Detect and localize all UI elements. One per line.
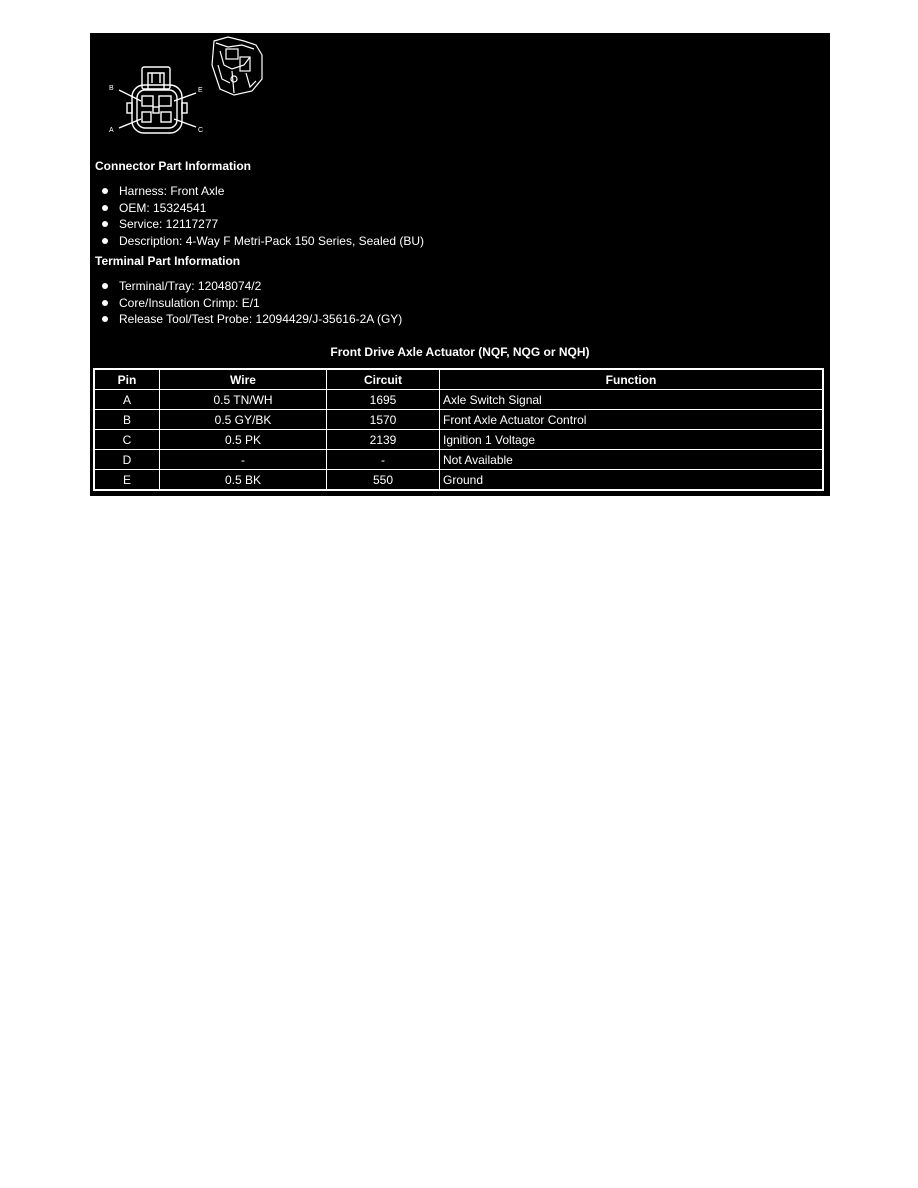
bullet-icon [102, 205, 108, 211]
column-header-pin: Pin [94, 369, 160, 390]
list-item: Terminal/Tray: 12048074/2 [90, 278, 402, 295]
function-cell: Front Axle Actuator Control [440, 410, 824, 430]
pin-cell: C [94, 430, 160, 450]
pin-cell: E [94, 470, 160, 491]
connector-diagram [106, 35, 266, 143]
terminal-part-info-heading: Terminal Part Information [95, 254, 241, 268]
table-row [94, 450, 823, 470]
bullet-icon [102, 188, 108, 194]
list-item: Core/Insulation Crimp: E/1 [90, 295, 402, 312]
table-row [94, 410, 823, 430]
list-item: OEM: 15324541 [90, 200, 424, 217]
wire-cell: 0.5 BK [160, 470, 327, 491]
list-item: Harness: Front Axle [90, 183, 424, 200]
table-row [94, 430, 823, 450]
bullet-icon [102, 316, 108, 322]
bullet-icon [102, 283, 108, 289]
connector-info-panel [90, 33, 830, 496]
connector-part-info-heading: Connector Part Information [95, 159, 252, 173]
column-header-circuit: Circuit [327, 369, 440, 390]
function-cell: Not Available [440, 450, 824, 470]
table-row [94, 390, 823, 410]
bullet-icon [102, 300, 108, 306]
function-cell: Ignition 1 Voltage [440, 430, 824, 450]
pin-cell: B [94, 410, 160, 430]
function-cell: Ground [440, 470, 824, 491]
connector-isometric-view [212, 37, 262, 95]
circuit-cell: 1570 [327, 410, 440, 430]
pin-label-b: B [109, 85, 114, 92]
wire-cell: 0.5 TN/WH [160, 390, 327, 410]
pin-label-a: A [109, 127, 114, 134]
wire-cell: - [160, 450, 327, 470]
pin-label-c: C [198, 127, 204, 134]
column-header-function: Function [440, 369, 824, 390]
function-cell: Axle Switch Signal [440, 390, 824, 410]
wire-cell: 0.5 GY/BK [160, 410, 327, 430]
wire-cell: 0.5 PK [160, 430, 327, 450]
circuit-cell: 2139 [327, 430, 440, 450]
circuit-cell: - [327, 450, 440, 470]
table-row [94, 470, 823, 491]
list-item: Release Tool/Test Probe: 12094429/J-35616-2A (GY) [90, 311, 402, 328]
bullet-icon [102, 238, 108, 244]
connector-face-view [119, 67, 196, 133]
terminal-part-info-list [90, 278, 402, 328]
circuit-cell: 550 [327, 470, 440, 491]
pinout-table [93, 368, 824, 491]
pin-cell: D [94, 450, 160, 470]
pinout-table-caption: Front Drive Axle Actuator (NQF, NQG or NQH) [330, 345, 590, 359]
bullet-icon [102, 221, 108, 227]
table-header-row [94, 369, 823, 390]
list-item: Service: 12117277 [90, 216, 424, 233]
column-header-wire: Wire [160, 369, 327, 390]
list-item: Description: 4-Way F Metri-Pack 150 Series, Sealed (BU) [90, 233, 424, 250]
circuit-cell: 1695 [327, 390, 440, 410]
pin-cell: A [94, 390, 160, 410]
connector-part-info-list [90, 183, 424, 249]
pin-label-e: E [198, 87, 203, 94]
